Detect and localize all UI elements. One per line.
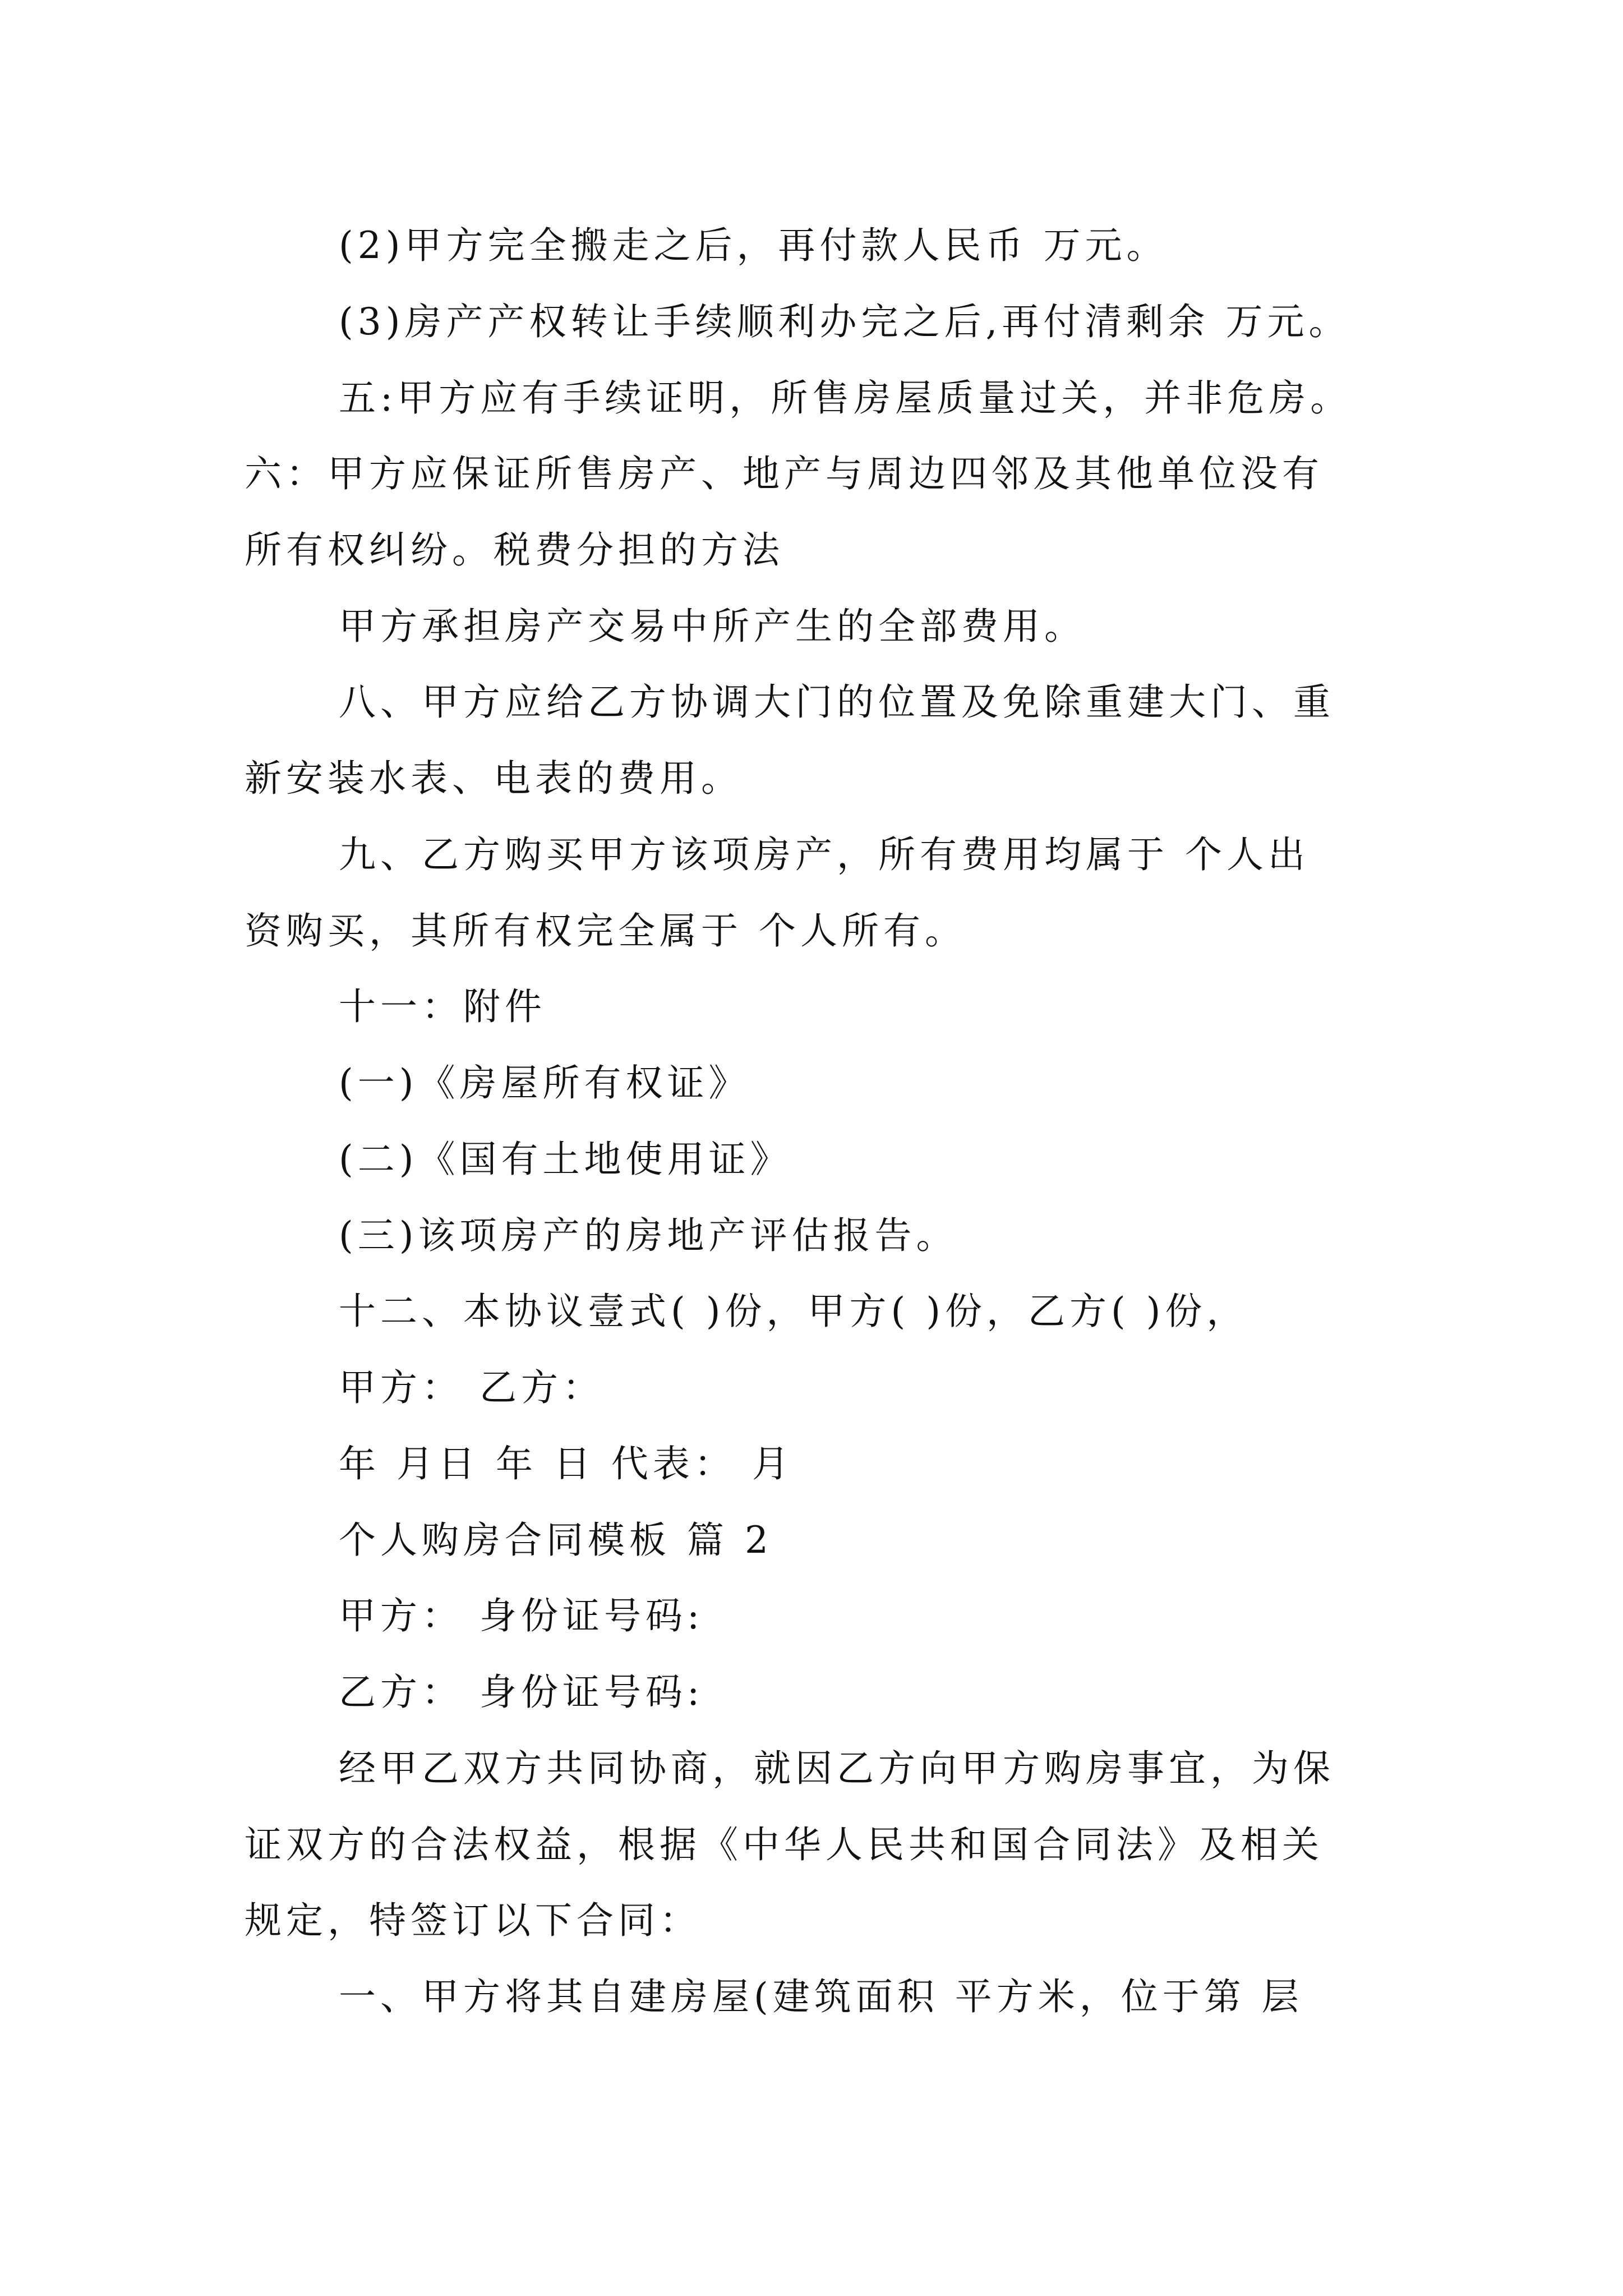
attachment-item: (一)《房屋所有权证》 [339,1061,750,1105]
section-heading: 十一：附件 [339,985,546,1028]
attachment-item: (三)该项房产的房地产评估报告。 [339,1214,958,1257]
paragraph-line: 所有权纠纷。税费分担的方法 [245,528,784,572]
paragraph-line: 八、甲方应给乙方协调大门的位置及免除重建大门、重 [339,680,1335,724]
paragraph-line: 九、乙方购买甲方该项房产，所有费用均属于 个人出 [339,833,1310,876]
paragraph-line: 五:甲方应有手续证明，所售房屋质量过关，并非危房。 [339,376,1352,420]
paragraph-line: 资购买，其所有权完全属于 个人所有。 [245,909,966,953]
paragraph-line: 新安装水表、电表的费用。 [245,757,743,800]
paragraph-line: 十二、本协议壹式( )份，甲方( )份，乙方( )份， [339,1290,1248,1333]
paragraph-line: 一、甲方将其自建房屋(建筑面积 平方米，位于第 层 [339,1975,1303,2018]
party-a-line: 甲方： 身份证号码: [339,1594,704,1637]
party-b-line: 乙方： 身份证号码: [339,1671,704,1714]
attachment-item: (二)《国有土地使用证》 [339,1138,792,1181]
paragraph-line: (2)甲方完全搬走之后，再付款人民币 万元。 [339,224,1168,267]
date-line: 年 月日 年 日 代表： 月 [339,1442,794,1485]
signature-line: 甲方： 乙方： [339,1366,604,1409]
paragraph-line: 规定，特签订以下合同： [245,1899,701,1942]
paragraph-line: 证双方的合法权益，根据《中华人民共和国合同法》及相关 [245,1823,1324,1866]
document-title: 个人购房合同模板 篇 2 [339,1519,773,1562]
paragraph-line: (3)房产产权转让手续顺利办完之后,再付清剩余 万元。 [339,300,1350,343]
paragraph-line: 甲方承担房产交易中所产生的全部费用。 [339,605,1086,648]
paragraph-line: 经甲乙双方共同协商，就因乙方向甲方购房事宜，为保 [339,1747,1335,1790]
paragraph-line: 六：甲方应保证所售房产、地产与周边四邻及其他单位没有 [245,452,1324,495]
